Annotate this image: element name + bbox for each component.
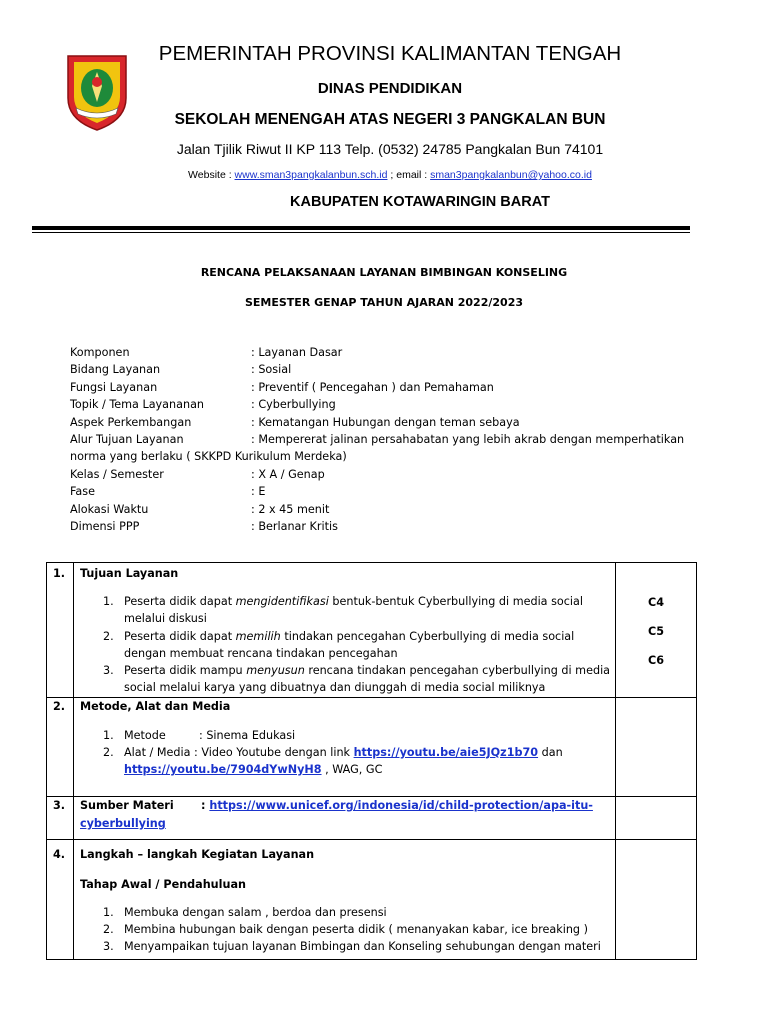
item-number: 3. <box>103 664 114 677</box>
detail-row <box>70 483 700 500</box>
item-text-continued: social melalui karya yang dibuatnya dan diunggah di media social miliknya <box>124 681 546 694</box>
province-logo <box>64 52 130 132</box>
detail-value: : Preventif ( Pencegahan ) dan Pemahaman <box>251 380 494 394</box>
item-number: 2. <box>103 746 114 759</box>
detail-row <box>70 518 700 535</box>
detail-key: Fungsi Layanan <box>70 380 158 394</box>
item-text-continued: https://youtu.be/7904dYwNyH8 , WAG, GC <box>124 763 383 776</box>
source-link[interactable]: cyberbullying <box>80 817 166 830</box>
detail-key: Kelas / Semester <box>70 467 164 481</box>
detail-value: : X A / Genap <box>251 467 325 481</box>
cognitive-level: C4 <box>648 596 664 609</box>
source-link[interactable]: https://www.unicef.org/indonesia/id/child-protection/apa-itu- <box>209 799 593 812</box>
detail-key: Dimensi PPP <box>70 519 140 533</box>
item-value: : Sinema Edukasi <box>199 729 296 742</box>
document-title: RENCANA PELAKSANAAN LAYANAN BIMBINGAN KONSELING <box>200 266 568 279</box>
item-number: 3. <box>103 940 114 953</box>
row-heading: Metode, Alat dan Media <box>80 700 231 713</box>
detail-value: : Cyberbullying <box>251 398 336 412</box>
item-number: 2. <box>103 630 114 643</box>
detail-row <box>70 396 700 413</box>
source-link-continued <box>80 815 166 832</box>
item-text: Membina hubungan baik dengan peserta didik ( menanyakan kabar, ice breaking ) <box>124 923 588 936</box>
row-number: 2. <box>53 700 66 713</box>
item-text: Peserta didik mampu menyusun rencana tindakan pencegahan cyberbullying di media <box>124 664 611 677</box>
row-number: 3. <box>53 799 66 812</box>
detail-value: : Kematangan Hubungan dengan teman sebaya <box>251 415 520 429</box>
letterhead-contacts <box>150 169 630 181</box>
cognitive-level: C5 <box>648 625 664 638</box>
row-number: 4. <box>53 848 66 861</box>
detail-row <box>70 414 700 431</box>
plan-table <box>46 562 697 960</box>
item-text: Peserta didik dapat mengidentifikasi bentuk-bentuk Cyberbullying di media social <box>124 595 583 608</box>
detail-row <box>70 361 700 378</box>
detail-key: Bidang Layanan <box>70 363 161 377</box>
email-label: ; email : <box>387 169 431 181</box>
item-text-continued: dengan membuat rencana tindakan pencegahan <box>124 647 398 660</box>
item-text: Peserta didik dapat memilih tindakan pencegahan Cyberbullying di media social <box>124 630 575 643</box>
item-text-continued: melalui diskusi <box>124 612 207 625</box>
video-link-1[interactable]: https://youtu.be/aie5JQz1b70 <box>353 746 539 759</box>
table-row-divider <box>47 839 696 840</box>
website-label: Website : <box>188 169 235 181</box>
row-heading: Sumber Materi <box>80 799 174 812</box>
cognitive-level: C6 <box>648 654 664 667</box>
detail-value: : Sosial <box>251 363 292 377</box>
table-col-divider <box>73 563 74 959</box>
detail-row <box>70 501 700 518</box>
detail-key: Alokasi Waktu <box>70 502 149 516</box>
item-number: 2. <box>103 923 114 936</box>
website-link[interactable]: www.sman3pangkalanbun.sch.id <box>234 169 388 181</box>
detail-row <box>70 431 700 448</box>
stage-heading: Tahap Awal / Pendahuluan <box>80 878 246 891</box>
email-link[interactable]: sman3pangkalanbun@yahoo.co.id <box>430 169 592 181</box>
detail-value: : Layanan Dasar <box>251 346 343 359</box>
detail-row <box>70 344 700 361</box>
letterhead-government: PEMERINTAH PROVINSI KALIMANTAN TENGAH <box>158 42 622 65</box>
item-number: 1. <box>103 906 114 919</box>
item-text: Alat / Media : Video Youtube dengan link https://youtu.be/aie5JQz1b70 dan <box>124 746 563 759</box>
detail-row <box>70 466 700 483</box>
table-col-divider <box>615 563 616 959</box>
item-text: Menyampaikan tujuan layanan Bimbingan dan Konseling sehubungan dengan materi <box>124 940 601 953</box>
letterhead-divider-thick <box>32 226 690 230</box>
detail-key: Topik / Tema Layananan <box>70 398 205 412</box>
detail-key: Fase <box>70 485 95 499</box>
detail-key: norma yang berlaku ( SKKPD Kurikulum Merdeka) <box>70 450 347 464</box>
item-number: 1. <box>103 729 114 742</box>
row-number: 1. <box>53 567 66 580</box>
video-link-2[interactable]: https://youtu.be/7904dYwNyH8 <box>124 763 322 776</box>
detail-value: : Berlanar Kritis <box>251 519 338 533</box>
letterhead-district: KABUPATEN KOTAWARINGIN BARAT <box>290 194 550 210</box>
detail-key: Alur Tujuan Layanan <box>70 432 184 446</box>
detail-key: Aspek Perkembangan <box>70 415 192 429</box>
detail-key: Komponen <box>70 346 130 359</box>
detail-row <box>70 448 700 465</box>
detail-value: : 2 x 45 menit <box>251 502 330 516</box>
letterhead-school: SEKOLAH MENENGAH ATAS NEGERI 3 PANGKALAN BUN <box>174 111 606 128</box>
letterhead-address: Jalan Tjilik Riwut II KP 113 Telp. (0532) 24785 Pangkalan Bun 74101 <box>176 141 604 157</box>
letterhead-divider-thin <box>32 232 690 233</box>
row-heading: Langkah – langkah Kegiatan Layanan <box>80 848 315 861</box>
detail-row <box>70 379 700 396</box>
item-number: 1. <box>103 595 114 608</box>
item-label: Metode <box>124 729 166 742</box>
source-link-line: : https://www.unicef.org/indonesia/id/child-protection/apa-itu- <box>201 799 593 812</box>
detail-value: : Mempererat jalinan persahabatan yang lebih akrab dengan memperhatikan <box>251 432 685 446</box>
letterhead-agency: DINAS PENDIDIKAN <box>317 80 463 97</box>
document-subtitle: SEMESTER GENAP TAHUN AJARAN 2022/2023 <box>244 296 523 309</box>
row-heading: Tujuan Layanan <box>80 567 179 580</box>
plan-details <box>70 344 700 535</box>
detail-value: : E <box>251 485 266 499</box>
item-text: Membuka dengan salam , berdoa dan presensi <box>124 906 387 919</box>
